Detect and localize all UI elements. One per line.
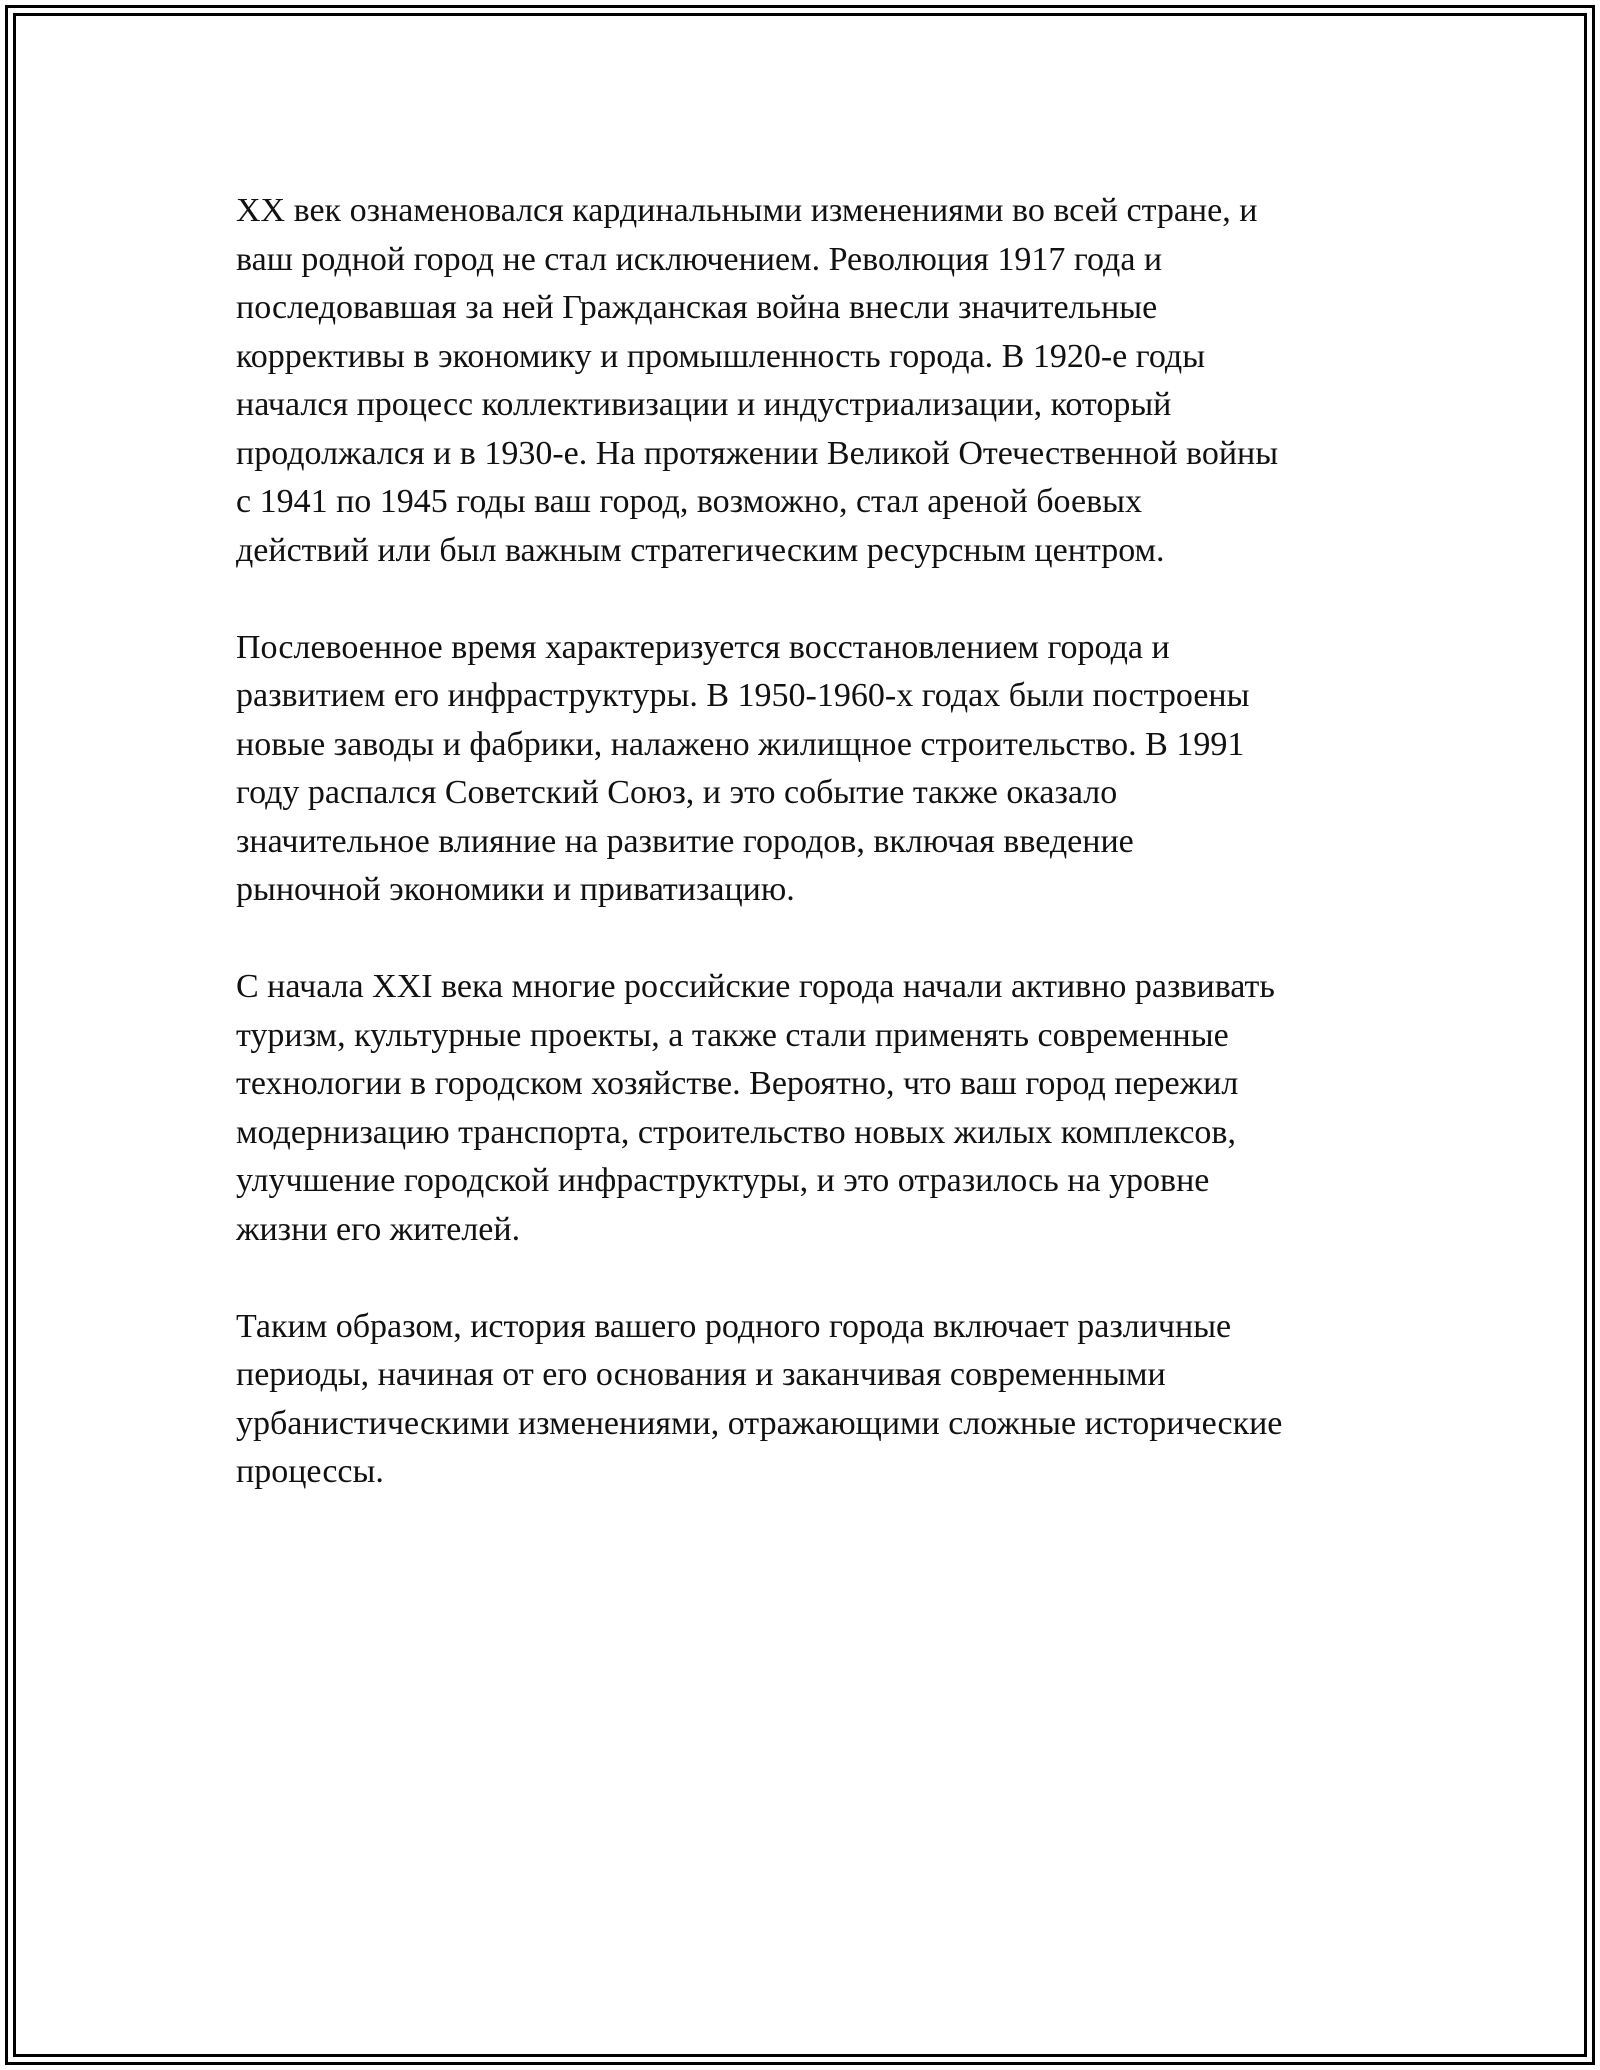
paragraph-conclusion: Таким образом, история вашего родного города включает различные периоды, начиная от его основания и заканчивая современными урбанистическими изменениями, отражающими сложные исторические процессы. [236,1307,1283,1490]
paragraph-21st-century: С начала XXI века многие российские города начали активно развивать туризм, культурные проекты, а также стали применять современные технологии в городском хозяйстве. Вероятно, что ваш город пережил модернизацию транспорта, строительство новых жилых комплексов, улучшение городской инфраструктуры, и это отразилось на уровне жизни его жителей. [236,968,1275,1248]
document-body [236,187,1386,1545]
paragraph-20th-century: XX век ознаменовался кардинальными изменениями во всей стране, и ваш родной город не стал исключением. Революция 1917 года и последовавшая за ней Гражданская война внесли значительные коррективы в экономику и промышленность города. В 1920-е годы начался процесс коллективизации и индустриализации, который продолжался и в 1930-е. На протяжении Великой Отечественной войны с 1941 по 1945 годы ваш город, возможно, стал ареной боевых действий или был важным стратегическим ресурсным центром. [236,192,1279,569]
paragraph-postwar: Послевоенное время характеризуется восстановлением города и развитием его инфраструктуры. В 1950-1960-х годах были построены новые заводы и фабрики, налажено жилищное строительство. В 1991 году распался Советский Союз, и это событие также оказало значительное влияние на развитие городов, включая введение рыночной экономики и приватизацию. [236,628,1250,908]
